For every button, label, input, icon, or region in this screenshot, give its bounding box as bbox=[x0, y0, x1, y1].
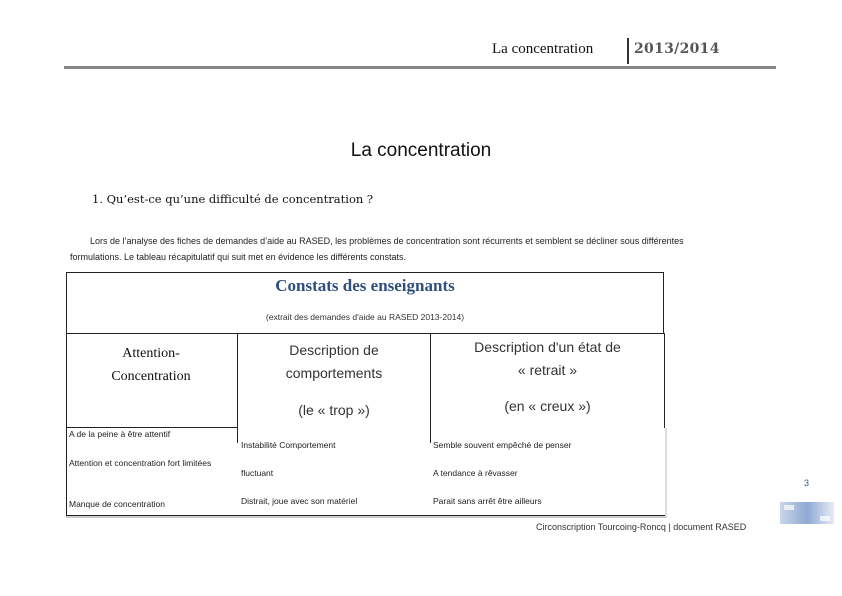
table-cell: fluctuant bbox=[241, 468, 274, 478]
column-subheader-trop: (le « trop ») bbox=[298, 402, 370, 418]
intro-paragraph-line1: Lors de l’analyse des fiches de demandes d’aide au RASED, les problèmes de concentration sont récurrents et semblent se décliner sous différentes bbox=[90, 236, 684, 246]
column-subheader-creux: (en « creux ») bbox=[504, 398, 591, 414]
table-cell: Instabilité Comportement bbox=[241, 440, 336, 450]
header-separator bbox=[627, 38, 629, 64]
column-header-line: « retrait » bbox=[517, 362, 578, 378]
table-cell: A tendance à rêvasser bbox=[433, 468, 518, 478]
running-header-year: 2013/2014 bbox=[634, 41, 720, 57]
running-header-title: La concentration bbox=[492, 41, 594, 57]
column-header-attention bbox=[66, 342, 236, 388]
page-title: La concentration bbox=[350, 140, 492, 161]
table-rule bbox=[66, 333, 665, 334]
page-number: 3 bbox=[804, 478, 810, 488]
table-cell: A de la peine à être attentif bbox=[69, 429, 171, 439]
table-title: Constats des enseignants bbox=[275, 276, 455, 295]
table-cell: Distrait, joue avec son matériel bbox=[241, 496, 358, 506]
table-shadow-right bbox=[665, 428, 667, 518]
table-cell: Attention et concentration fort limitées bbox=[69, 458, 212, 468]
column-header-line: Attention- bbox=[122, 346, 180, 361]
column-header-comportements bbox=[238, 339, 430, 385]
table-subtitle: (extrait des demandes d'aide au RASED 2013-2014) bbox=[265, 312, 465, 322]
footer-text: Circonscription Tourcoing-Roncq | document RASED bbox=[536, 522, 747, 532]
column-header-line: comportements bbox=[285, 365, 383, 381]
column-header-line: Description de bbox=[289, 342, 379, 358]
table-border-right bbox=[664, 333, 665, 428]
column-header-line: Concentration bbox=[111, 369, 191, 384]
table-cell: Manque de concentration bbox=[69, 499, 165, 509]
column-header-line: Description d'un état de bbox=[474, 339, 621, 355]
table-cell: Parait sans arrêt être ailleurs bbox=[433, 496, 542, 506]
table-cell: Semble souvent empêché de penser bbox=[433, 440, 572, 450]
intro-paragraph-line2: formulations. Le tableau récapitulatif qui suit met en évidence les différents constats. bbox=[70, 252, 407, 262]
footer-decoration-icon bbox=[780, 502, 834, 524]
column-header-retrait bbox=[431, 336, 664, 382]
table-shadow-bottom bbox=[66, 516, 666, 518]
section-heading: 1. Qu’est-ce qu’une difficulté de concentration ? bbox=[92, 192, 374, 206]
header-rule bbox=[64, 66, 776, 69]
